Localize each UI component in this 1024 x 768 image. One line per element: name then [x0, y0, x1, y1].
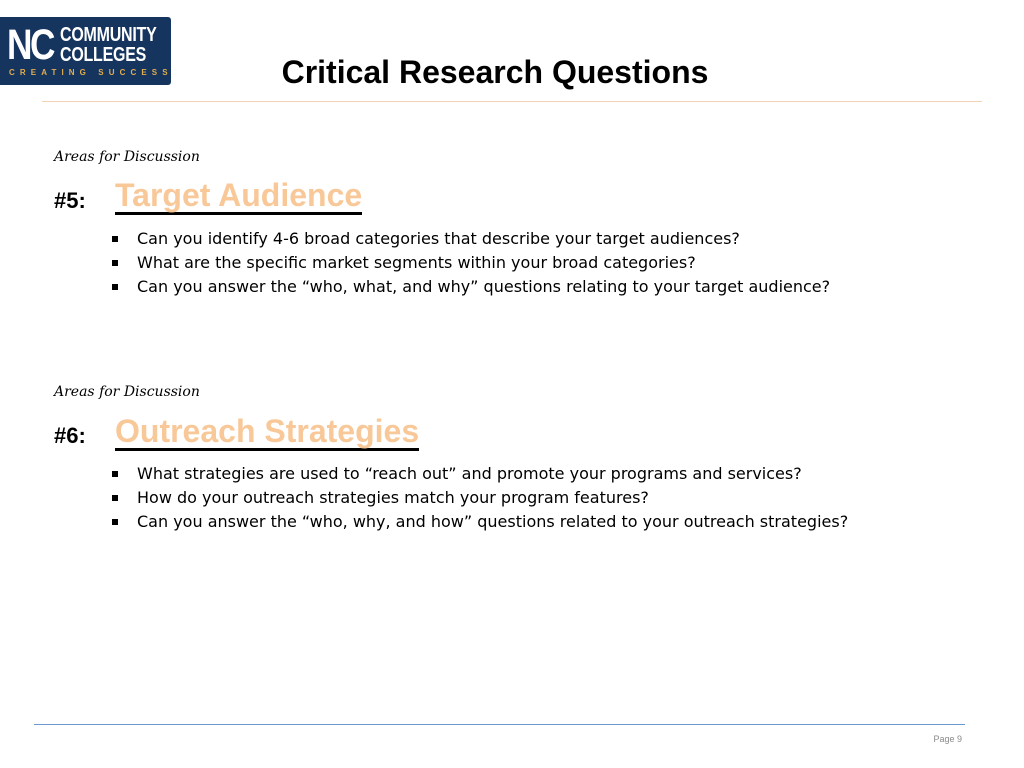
bullet-item: Can you answer the “who, why, and how” questions related to your outreach strategies? — [110, 510, 848, 534]
section-5-number: #5: — [54, 188, 86, 213]
section-6-topic: Outreach Strategies — [115, 413, 420, 449]
logo-tagline: CREATING SUCCESS — [9, 68, 173, 77]
bullet-item: What are the specific market segments within your broad categories? — [110, 251, 830, 275]
logo-nc-text: NC — [7, 21, 54, 69]
slide-title-text: Critical Research Questions — [281, 54, 709, 90]
section-5-bullet-list — [110, 227, 830, 299]
slide-title — [0, 52, 990, 92]
page-number: Page 9 — [933, 734, 962, 744]
bullet-item: How do your outreach strategies match your program features? — [110, 486, 848, 510]
logo-colleges-text: COLLEGES — [60, 44, 147, 66]
section-5-topic: Target Audience — [115, 177, 363, 213]
section-6-number: #6: — [54, 423, 86, 448]
bullet-item: Can you identify 4-6 broad categories that describe your target audiences? — [110, 227, 830, 251]
bullet-item: Can you answer the “who, what, and why” questions relating to your target audience? — [110, 275, 830, 299]
section-6-bullet-list — [110, 462, 848, 534]
footer-divider — [34, 724, 965, 725]
logo-community-text: COMMUNITY — [60, 24, 157, 46]
section-5-area-label: Areas for Discussion — [54, 149, 200, 165]
title-divider — [42, 101, 982, 102]
section-6-area-label: Areas for Discussion — [54, 384, 200, 400]
bullet-item: What strategies are used to “reach out” and promote your programs and services? — [110, 462, 848, 486]
